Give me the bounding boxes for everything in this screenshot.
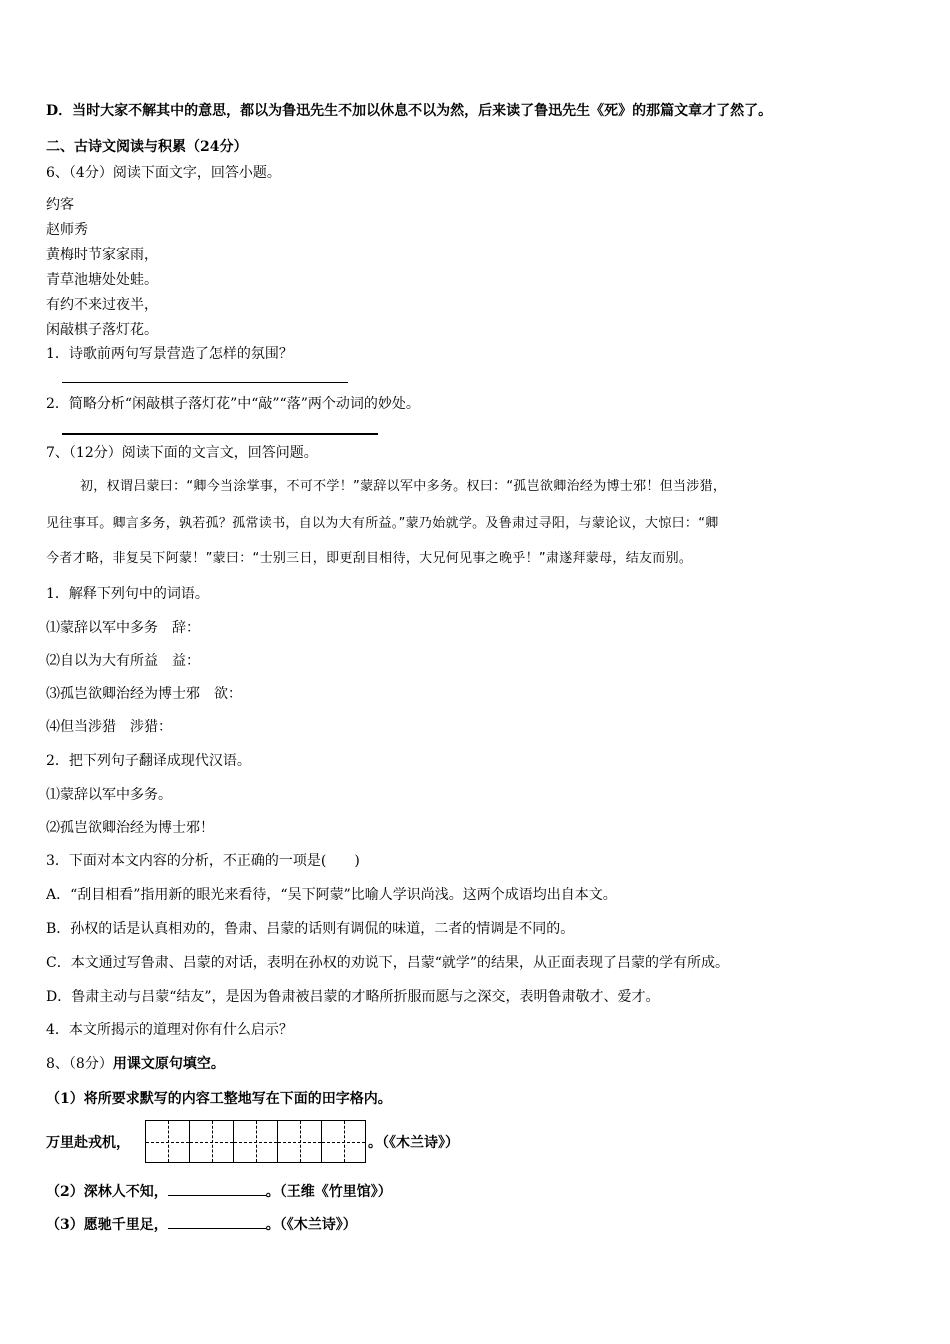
grid-cell[interactable] [234, 1121, 278, 1162]
poem-title: 约客 [46, 197, 74, 213]
q7-sub2: 2．把下列句子翻译成现代汉语。 [46, 753, 251, 769]
q6-sub2-answer-line[interactable] [62, 433, 378, 435]
q8-line3-suffix: 。（《木兰诗》） [265, 1217, 357, 1233]
q8-intro-text: 用课文原句填空。 [112, 1056, 225, 1072]
q7-sub3-option: D．鲁肃主动与吕蒙“结友”，是因为鲁肃被吕蒙的才略所折服而愿与之深交，表明鲁肃敬才、爱才。 [46, 989, 660, 1005]
q8-intro-num: 8、（8分） [46, 1056, 113, 1072]
passage-line: 初，权谓吕蒙曰：“卿今当涂掌事，不可不学！”蒙辞以军中多务。权曰：“孤岂欲卿治经为博士邪！但当涉猎， [80, 479, 727, 494]
q8-line1-prefix: 万里赴戎机， [46, 1135, 130, 1151]
q7-sub3: 3．下面对本文内容的分析，不正确的一项是( ) [46, 853, 360, 869]
q6-sub2: 2．简略分析“闲敲棋子落灯花”中“敲”“落”两个动词的妙处。 [46, 396, 420, 412]
q8-line2-blank[interactable] [168, 1181, 266, 1196]
poem-line: 有约不来过夜半， [46, 297, 158, 313]
grid-cell[interactable] [146, 1121, 190, 1162]
q8-line3-prefix: （3）愿驰千里足， [46, 1217, 168, 1233]
poem-line: 闲敲棋子落灯花。 [46, 322, 158, 338]
poem-author: 赵师秀 [46, 222, 88, 238]
q6-intro: 6、（4分）阅读下面文字，回答小题。 [46, 165, 281, 181]
q7-sub3-option: C．本文通过写鲁肃、吕蒙的对话，表明在孙权的劝说下，吕蒙“就学”的结果，从正面表现了吕蒙的学有所成。 [46, 955, 730, 971]
q8-line3-blank[interactable] [168, 1214, 266, 1229]
q7-sub3-option: B．孙权的话是认真相劝的，鲁肃、吕蒙的话则有调侃的味道，二者的情调是不同的。 [46, 921, 575, 937]
q8-line2-prefix: （2）深林人不知， [46, 1184, 168, 1200]
q6-sub1-answer-line[interactable] [62, 382, 348, 383]
q8-line2 [46, 1181, 392, 1202]
q5-option-d: D．当时大家不解其中的意思，都以为鲁迅先生不加以休息不以为然，后来读了鲁迅先生《死》的那篇文章才了然了。 [46, 103, 773, 119]
passage-line: 今者才略，非复吴下阿蒙！”蒙曰：“士别三日，即更刮目相待，大兄何见事之晚乎！”肃遂拜蒙母，结友而别。 [46, 551, 693, 566]
q7-sub2-item: ⑵孤岂欲卿治经为博士邪！ [46, 820, 214, 836]
poem-line: 黄梅时节家家雨， [46, 247, 158, 263]
q8-instruction: （1）将所要求默写的内容工整地写在下面的田字格内。 [46, 1091, 392, 1107]
q8-line1-suffix: 。（《木兰诗》） [368, 1135, 459, 1151]
q7-sub1-item: ⑷但当涉猎 涉猎： [46, 719, 172, 735]
q7-sub1: 1．解释下列句中的词语。 [46, 586, 209, 602]
q8-intro [46, 1054, 225, 1074]
q7-sub1-item: ⑶孤岂欲卿治经为博士邪 欲： [46, 686, 242, 702]
grid-cell[interactable] [322, 1121, 365, 1162]
grid-cell[interactable] [278, 1121, 322, 1162]
passage-line: 见往事耳。卿言多务，孰若孤？孤常读书，自以为大有所益。”蒙乃始就学。及鲁肃过寻阳，与蒙论议，大惊曰：“卿 [46, 516, 719, 531]
q7-sub2-item: ⑴蒙辞以军中多务。 [46, 787, 172, 803]
q6-sub1: 1．诗歌前两句写景营造了怎样的氛围？ [46, 346, 293, 362]
q8-line3 [46, 1214, 357, 1235]
q7-sub1-item: ⑴蒙辞以军中多务 辞： [46, 620, 200, 636]
q7-intro: 7、（12分）阅读下面的文言文，回答问题。 [46, 445, 318, 461]
q7-sub4: 4．本文所揭示的道理对你有什么启示？ [46, 1022, 293, 1038]
q7-sub1-item: ⑵自以为大有所益 益： [46, 653, 200, 669]
poem-line: 青草池塘处处蛙。 [46, 272, 158, 288]
tianzige-grid[interactable] [145, 1120, 366, 1163]
q8-line2-suffix: 。（王维《竹里馆》） [265, 1184, 392, 1200]
grid-cell[interactable] [190, 1121, 234, 1162]
section2-heading: 二、古诗文阅读与积累（24分） [46, 139, 248, 155]
q7-sub3-option: A．“刮目相看”指用新的眼光来看待，“吴下阿蒙”比喻人学识尚浅。这两个成语均出自本文。 [46, 887, 617, 903]
